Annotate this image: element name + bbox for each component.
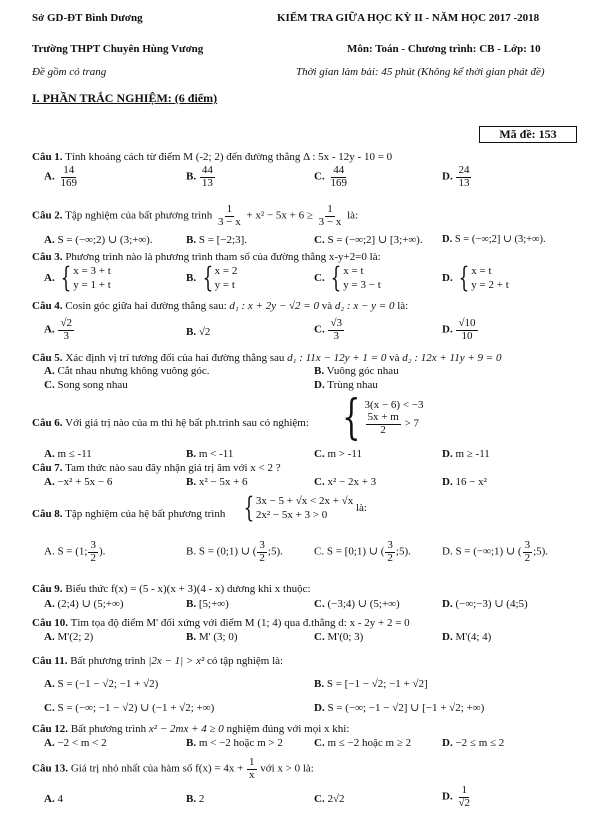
- option-letter: B.: [186, 793, 197, 805]
- option-letter: C.: [314, 631, 325, 643]
- q4-option-c: C. $\frac{√3}{3}$: [314, 317, 342, 342]
- question-3: Câu 3. Phương trình nào là phương trình tham số của đường thẳng x-y+2=0 là:: [32, 251, 381, 263]
- q13-option-c: [314, 793, 345, 806]
- option-text: 2√2: [324, 793, 345, 805]
- q13-option-d: D. $\frac{1}{√2}$: [442, 784, 470, 809]
- option-letter: D.: [442, 598, 453, 610]
- option-letter: A.: [44, 737, 55, 749]
- option-text: −x² + 5x − 6: [54, 476, 113, 488]
- q13-option-a: [44, 793, 63, 806]
- option-text: M'(2; 2): [54, 631, 94, 643]
- option-text: 16 − x²: [452, 476, 487, 488]
- q6-option-b: [186, 448, 233, 461]
- q6-system: { 3(x − 6) < −3 $\frac{5x + m}{2}$ > 7: [342, 389, 424, 445]
- q3-option-c: C. { x = t y = 3 − t: [314, 261, 381, 294]
- option-letter: B.: [186, 631, 197, 643]
- option-text: −2 < m < 2: [54, 737, 107, 749]
- option-text: M'(4; 4): [452, 631, 492, 643]
- option-letter: A.: [44, 793, 55, 805]
- option-text: m < -11: [196, 448, 234, 460]
- option-letter: C.: [44, 702, 55, 714]
- question-9: Câu 9. Biểu thức f(x) = (5 - x)(x + 3)(4 - x) dương khi x thuộc:: [32, 583, 311, 595]
- q4-option-a: A. $\frac{√2}{3}$: [44, 317, 72, 342]
- option-text: [5;+∞): [196, 598, 229, 610]
- option-text: m ≤ -11: [54, 448, 92, 460]
- option-letter: A.: [44, 678, 55, 690]
- q9-option-d: [442, 598, 528, 611]
- q7-option-c: [314, 476, 376, 489]
- q5-option-b: [314, 365, 399, 378]
- exam-code: Mã đề: 153: [479, 126, 577, 143]
- q1-option-b: B. $\frac{44}{13}$: [186, 164, 213, 189]
- question-6: Câu 6. Với giá trị nào của m thì hệ bất ph.trình sau có nghiệm:: [32, 417, 309, 429]
- option-letter: D.: [442, 476, 453, 488]
- q8-option-d: D. S = (−∞;1) ∪ ( $\frac{3}{2}$ ;5).: [442, 539, 549, 564]
- q9-option-a: [44, 598, 123, 611]
- question-7: Câu 7. Tam thức nào sau đây nhận giá trị âm với x < 2 ?: [32, 462, 281, 474]
- option-text: S = [−1 − √2; −1 + √2]: [324, 678, 428, 690]
- q10-option-b: [186, 631, 238, 644]
- q2-option-c: [314, 234, 423, 247]
- q3-option-d: D. { x = t y = 2 + t: [442, 261, 509, 294]
- q11-option-d: [314, 702, 484, 715]
- q12-option-a: [44, 737, 107, 750]
- question-1: Câu 1. Tính khoảng cách từ điểm M (-2; 2) đến đường thẳng Δ : 5x - 12y - 10 = 0: [32, 151, 393, 163]
- option-text: S = (−∞;2) ∪ (3;+∞).: [54, 234, 153, 246]
- option-text: (−3;4) ∪ (5;+∞): [324, 598, 400, 610]
- option-letter: C.: [314, 448, 325, 460]
- q8-system: { 3x − 5 + √x < 2x + √x 2x² − 5x + 3 > 0 là:: [243, 491, 367, 524]
- question-10: Câu 10. Tìm tọa độ điểm M' đối xứng với điểm M (1; 4) qua đ.thẳng d: x - 2y + 2 = 0: [32, 617, 410, 629]
- q7-option-a: [44, 476, 112, 489]
- q1-option-c: C. $\frac{44}{169}$: [314, 164, 347, 189]
- q9-option-b: [186, 598, 229, 611]
- option-text: Vuông góc nhau: [324, 365, 399, 377]
- pages-note: Đề gồm có trang: [32, 66, 107, 78]
- q8-option-b: B. S = (0;1) ∪ ( $\frac{3}{2}$ ;5).: [186, 539, 283, 564]
- question-5: Câu 5. Xác định vị trí tương đối của hai đường thẳng sau d₁ : 11x − 12y + 1 = 0 và d₂ : 12x + 11y + 9 = 0: [32, 352, 502, 364]
- option-letter: C.: [314, 793, 325, 805]
- option-text: x² − 5x + 6: [196, 476, 248, 488]
- q12-option-b: [186, 737, 283, 750]
- option-text: (−∞;−3) ∪ (4;5): [452, 598, 528, 610]
- option-letter: B.: [186, 234, 197, 246]
- q3-option-b: B. { x = 2 y = t: [186, 261, 238, 294]
- question-13: Câu 13. Giá trị nhỏ nhất của hàm số f(x) = 4x + $\frac{1}{x}$ với x > 0 là:: [32, 756, 314, 781]
- q1-option-d: D. $\frac{24}{13}$: [442, 164, 470, 189]
- option-text: S = (−∞; −1 − √2) ∪ (−1 + √2; +∞): [54, 702, 215, 714]
- q2-option-b: [186, 234, 247, 247]
- q11-option-a: [44, 678, 158, 691]
- question-2: Câu 2. Tập nghiệm của bất phương trình $\frac{1}{3 - x}$ + x² − 5x + 6 ≥ $\frac{1}{3 - x}$ là:: [32, 203, 359, 228]
- q6-option-a: [44, 448, 92, 461]
- question-11: Câu 11. Bất phương trình |2x − 1| > x² có tập nghiệm là:: [32, 655, 284, 667]
- option-letter: D.: [442, 631, 453, 643]
- option-text: S = [−2;3].: [196, 234, 248, 246]
- q12-option-c: [314, 737, 411, 750]
- option-text: M'(0; 3): [324, 631, 364, 643]
- option-letter: B.: [186, 737, 197, 749]
- q7-option-d: [442, 476, 487, 489]
- option-letter: B.: [186, 476, 197, 488]
- option-letter: B.: [314, 365, 325, 377]
- option-text: m < −2 hoặc m > 2: [196, 737, 283, 749]
- q5-option-c: [44, 379, 128, 392]
- option-text: Cắt nhau nhưng không vuông góc.: [54, 365, 210, 377]
- q10-option-a: [44, 631, 93, 644]
- q6-option-d: [442, 448, 490, 461]
- option-letter: C.: [314, 737, 325, 749]
- option-text: x² − 2x + 3: [324, 476, 377, 488]
- option-letter: B.: [314, 678, 325, 690]
- department: Sở GD-ĐT Bình Dương: [32, 12, 143, 24]
- option-text: m ≤ −2 hoặc m ≥ 2: [324, 737, 412, 749]
- option-text: S = (−1 − √2; −1 + √2): [54, 678, 159, 690]
- option-letter: D.: [442, 737, 453, 749]
- option-text: Song song nhau: [54, 379, 128, 391]
- option-letter: A.: [44, 631, 55, 643]
- q1-option-a: A. $\frac{14}{169}$: [44, 164, 77, 189]
- q4-option-b: B. √2: [186, 326, 211, 338]
- q8-option-a: A. S = (1; $\frac{3}{2}$ ).: [44, 539, 106, 564]
- q11-option-b: [314, 678, 428, 691]
- q3-option-a: A. { x = 3 + t y = 1 + t: [44, 261, 111, 294]
- option-letter: A.: [44, 448, 55, 460]
- option-letter: C.: [314, 234, 325, 246]
- option-letter: B.: [186, 598, 197, 610]
- school-name: Trường THPT Chuyên Hùng Vương: [32, 43, 204, 55]
- option-letter: D.: [314, 702, 325, 714]
- time-line: Thời gian làm bài: 45 phút (Không kể thời gian phát đề): [296, 66, 545, 78]
- q6-option-c: [314, 448, 362, 461]
- option-letter: D.: [314, 379, 325, 391]
- option-letter: C.: [314, 476, 325, 488]
- q11-option-c: [44, 702, 214, 715]
- option-text: S = (−∞;2] ∪ (3;+∞).: [452, 234, 546, 245]
- q2-option-d: [442, 234, 546, 246]
- option-text: m > -11: [324, 448, 362, 460]
- option-text: m ≥ -11: [452, 448, 490, 460]
- option-letter: A.: [44, 476, 55, 488]
- option-letter: D.: [442, 448, 453, 460]
- q5-option-a: [44, 365, 209, 378]
- option-letter: A.: [44, 234, 55, 246]
- option-letter: D.: [442, 234, 453, 245]
- q4-option-d: D. $\frac{√10}{10}$: [442, 317, 476, 342]
- q9-option-c: [314, 598, 400, 611]
- q7-option-b: [186, 476, 248, 489]
- option-text: S = (−∞;2] ∪ [3;+∞).: [324, 234, 423, 246]
- q10-option-d: [442, 631, 491, 644]
- q10-option-c: [314, 631, 363, 644]
- option-text: 4: [54, 793, 63, 805]
- q13-option-b: [186, 793, 204, 806]
- option-letter: B.: [186, 448, 197, 460]
- option-text: (2;4) ∪ (5;+∞): [54, 598, 124, 610]
- subject-line: Môn: Toán - Chương trình: CB - Lớp: 10: [347, 43, 541, 55]
- q12-option-d: [442, 737, 504, 750]
- question-4: Câu 4. Cosin góc giữa hai đường thẳng sau: d₁ : x + 2y − √2 = 0 và d₂ : x − y = 0 là:: [32, 300, 409, 312]
- option-letter: C.: [44, 379, 55, 391]
- option-text: Trùng nhau: [324, 379, 378, 391]
- option-letter: A.: [44, 365, 55, 377]
- exam-title: KIỂM TRA GIỮA HỌC KỲ II - NĂM HỌC 2017 -2018: [277, 12, 540, 24]
- section-title: I. PHẦN TRẮC NGHIỆM: (6 điểm): [32, 91, 218, 105]
- option-text: M' (3; 0): [196, 631, 238, 643]
- option-letter: C.: [314, 598, 325, 610]
- option-letter: A.: [44, 598, 55, 610]
- option-text: −2 ≤ m ≤ 2: [452, 737, 505, 749]
- q2-option-a: [44, 234, 153, 247]
- question-12: Câu 12. Bất phương trình x² − 2mx + 4 ≥ 0 nghiệm đúng với mọi x khi:: [32, 723, 350, 735]
- option-text: S = (−∞; −1 − √2] ∪ [−1 + √2; +∞): [324, 702, 485, 714]
- q8-option-c: C. S = [0;1) ∪ ( $\frac{3}{2}$ ;5).: [314, 539, 411, 564]
- option-text: 2: [196, 793, 205, 805]
- question-8: Câu 8. Tập nghiệm của hệ bất phương trình: [32, 508, 226, 520]
